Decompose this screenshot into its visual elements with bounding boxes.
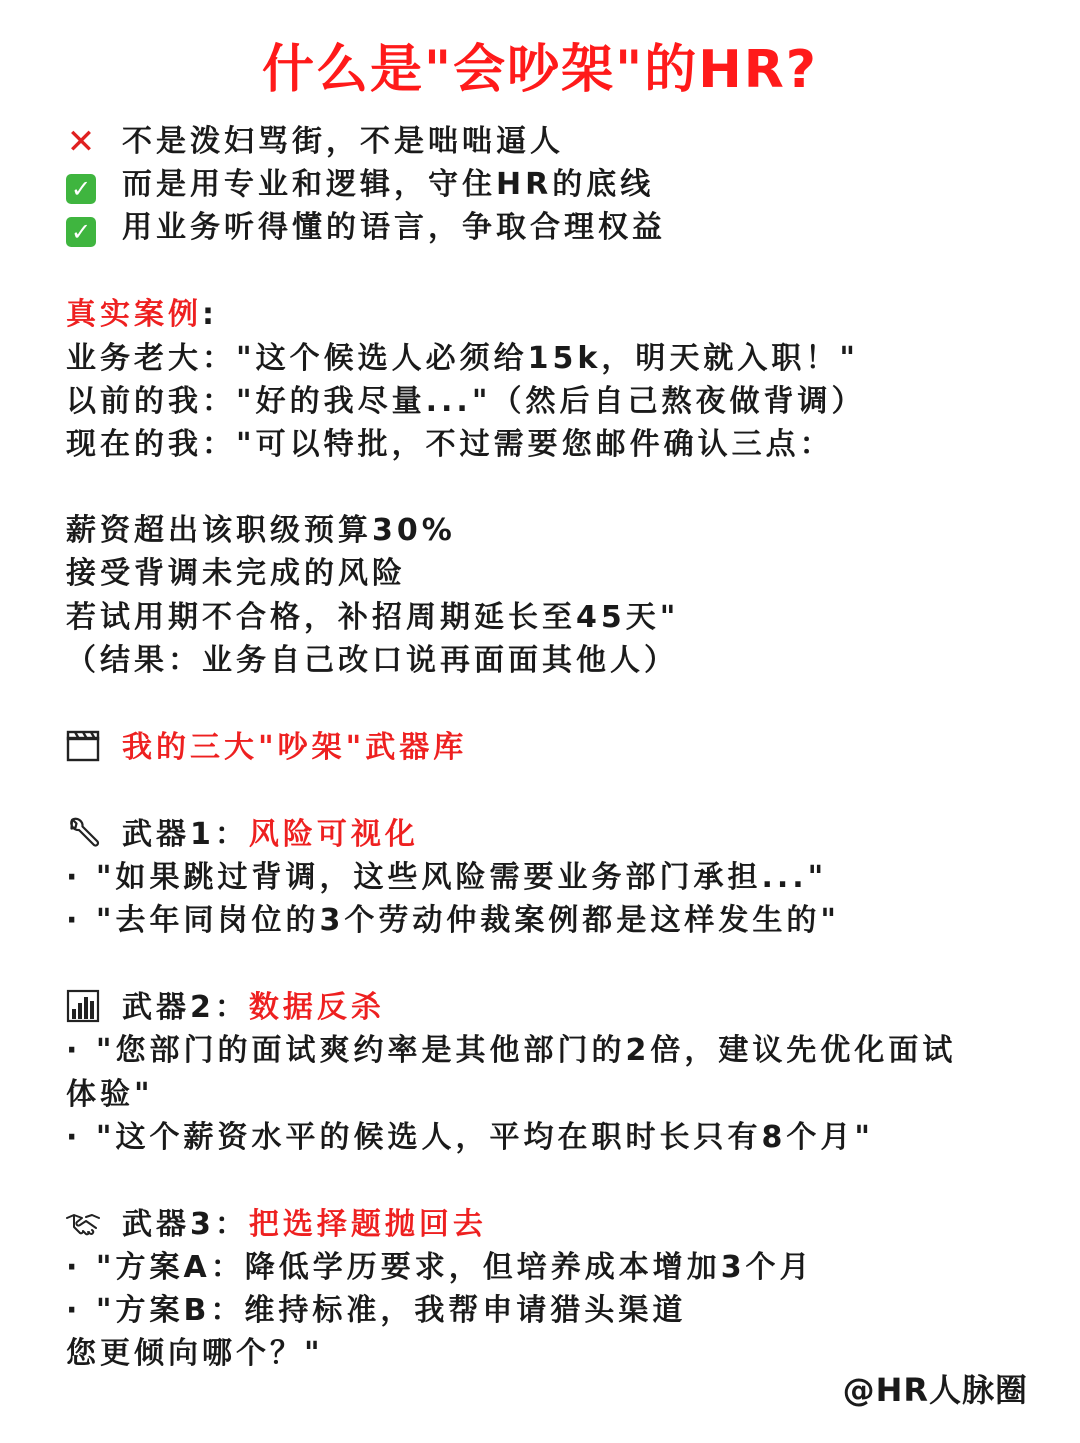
intro-text-2: 而是用专业和逻辑，守住HR的底线 xyxy=(122,167,655,202)
weapon-2-point: · "这个薪资水平的候选人，平均在职时长只有8个月" xyxy=(66,1120,874,1155)
case-line: 薪资超出该职级预算30% xyxy=(66,513,456,548)
case-line: 接受背调未完成的风险 xyxy=(66,556,406,591)
weapon-name: 数据反杀 xyxy=(248,990,385,1025)
case-line: 若试用期不合格，补招周期延长至45天" xyxy=(66,600,680,635)
weapon-label: 武器3： xyxy=(122,1207,249,1242)
weapon-2-point: · "您部门的面试爽约率是其他部门的2倍，建议先优化面试 xyxy=(66,1033,957,1068)
intro-text-1: 不是泼妇骂街，不是咄咄逼人 xyxy=(122,124,564,159)
weapon-3-point: · "方案B：维持标准，我帮申请猎头渠道 xyxy=(66,1293,687,1328)
check-mark-icon: ✓ xyxy=(66,217,96,247)
check-mark-icon: ✓ xyxy=(66,174,96,204)
clapperboard-icon xyxy=(66,729,100,763)
intro-text-3: 用业务听得懂的语言，争取合理权益 xyxy=(122,210,666,245)
weapon-1-heading xyxy=(66,813,419,857)
weapon-3-heading xyxy=(66,1203,487,1247)
case-heading-colon: : xyxy=(202,297,218,332)
case-heading-line xyxy=(66,293,218,337)
intro-line-2 xyxy=(66,163,654,207)
case-line: 以前的我："好的我尽量..."（然后自己熬夜做背调） xyxy=(66,384,866,419)
weapon-name: 风险可视化 xyxy=(248,817,419,852)
case-heading: 真实案例 xyxy=(66,297,202,332)
intro-line-3 xyxy=(66,206,666,250)
page-title: 什么是"会吵架"的HR? xyxy=(262,40,818,100)
weapon-label: 武器1： xyxy=(122,817,249,852)
weapon-1-point: · "如果跳过背调，这些风险需要业务部门承担..." xyxy=(66,860,828,895)
handshake-icon xyxy=(66,1206,100,1240)
wrench-icon xyxy=(66,816,100,850)
arsenal-title: 我的三大"吵架"武器库 xyxy=(122,730,468,765)
weapon-2-point: 体验" xyxy=(66,1077,154,1112)
arsenal-heading xyxy=(66,726,467,770)
case-line: 现在的我："可以特批，不过需要您邮件确认三点： xyxy=(66,427,834,462)
case-result: （结果：业务自己改口说再面面其他人） xyxy=(66,643,678,678)
weapon-3-point: 您更倾向哪个？" xyxy=(66,1336,324,1371)
bar-chart-icon xyxy=(66,989,100,1023)
author-handle: @HR人脉圈 xyxy=(842,1371,1028,1409)
weapon-2-heading xyxy=(66,986,385,1030)
case-line: 业务老大："这个候选人必须给15k，明天就入职！" xyxy=(66,341,859,376)
weapon-3-point: · "方案A：降低学历要求，但培养成本增加3个月 xyxy=(66,1250,814,1285)
cross-mark-icon: ✕ xyxy=(66,122,96,162)
intro-line-1 xyxy=(66,120,564,164)
weapon-name: 把选择题抛回去 xyxy=(248,1207,487,1242)
weapon-1-point: · "去年同岗位的3个劳动仲裁案例都是这样发生的" xyxy=(66,903,840,938)
weapon-label: 武器2： xyxy=(122,990,249,1025)
